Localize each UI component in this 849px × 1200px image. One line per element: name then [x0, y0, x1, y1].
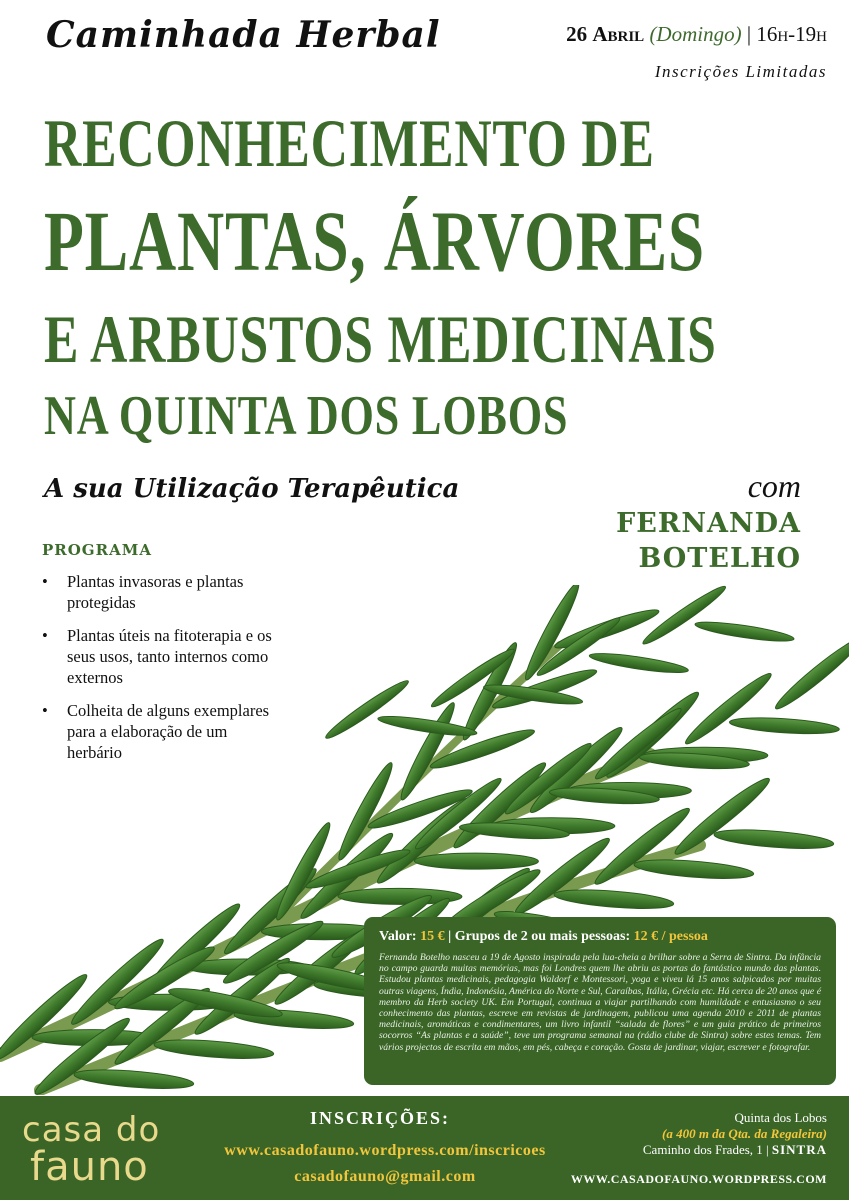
- rosemary-leaf: [694, 618, 795, 645]
- group-price-value: 12 € / pessoa: [633, 929, 708, 944]
- group-price-label: Grupos de 2 ou mais pessoas:: [454, 929, 631, 944]
- date-day: 26: [566, 22, 588, 46]
- programa-list: [42, 571, 272, 775]
- website-link[interactable]: WWW.CASADOFAUNO.WORDPRESS.COM: [570, 1172, 827, 1186]
- rosemary-leaf: [681, 668, 775, 748]
- date-month: Abril: [592, 22, 645, 46]
- event-title: Caminhada Herbal: [46, 14, 441, 56]
- address-line-2: (a 400 m da Qta. da Regaleira): [661, 1126, 827, 1141]
- inscricoes-title: INSCRIÇÕES:: [309, 1108, 451, 1128]
- date-weekday: (Domingo): [649, 22, 742, 46]
- programa-title: PROGRAMA: [42, 541, 152, 559]
- price-value: 15 €: [420, 929, 445, 944]
- rosemary-leaf: [73, 1067, 194, 1092]
- address-line-1: Quinta dos Lobos: [734, 1110, 827, 1125]
- date-separator: |: [746, 22, 752, 46]
- speaker-with: com: [747, 468, 801, 504]
- time-end: 19h: [795, 22, 827, 46]
- rosemary-leaf: [588, 650, 689, 677]
- headline-line-2: PLANTAS, ÁRVORES: [44, 193, 706, 289]
- rosemary-leaf: [553, 887, 674, 912]
- headline-line-1: RECONHECIMENTO DE: [44, 105, 655, 181]
- address-city: SINTRA: [771, 1142, 827, 1157]
- programa-item: • Plantas invasoras e plantas protegidas: [42, 571, 272, 613]
- programa-item: • Colheita de alguns exemplares para a elaboração de um herbário: [42, 700, 272, 763]
- rosemary-leaf: [713, 827, 834, 852]
- inscricoes-link[interactable]: www.casadofauno.wordpress.com/inscricoes: [224, 1142, 546, 1159]
- address-line-3: [643, 1142, 827, 1158]
- headline-line-3: E ARBUSTOS MEDICINAIS: [44, 301, 717, 377]
- logo-line-1: casa do: [22, 1110, 161, 1150]
- venue-address: [643, 1110, 827, 1158]
- time-start: 16h: [756, 22, 789, 46]
- rosemary-leaf: [633, 857, 754, 882]
- rosemary-leaf: [771, 633, 849, 713]
- price-line: [379, 929, 821, 945]
- rosemary-leaf: [322, 676, 411, 743]
- info-box: [364, 917, 836, 1085]
- speaker-name: [616, 506, 801, 576]
- speaker-last-name: BOTELHO: [638, 543, 801, 574]
- price-label: Valor:: [379, 929, 417, 944]
- contact-email[interactable]: casadofauno@gmail.com: [294, 1168, 476, 1185]
- speaker-first-name: FERNANDA: [616, 508, 801, 539]
- speaker-bio: Fernanda Botelho nasceu a 19 de Agosto inspirada pela lua-cheia a brilhar sobre a Serra de Sintra. Da infância no campo guarda muitas memórias, mas foi Londres quem lhe abriu as portas do fantástico mundo das plantas. Estudou plantas medicinais, pedagogia Waldorf e Montessori, yoga e viveu lá 15 anos salpicados por muitas outras viagens, Índia, Indonésia, América do Norte e Sul, Caraíbas, Itália, Grécia etc. Há cerca de 20 anos que é membro da Herb society UK. Em Portugal, continua a viajar partilhando com humildade e entusiasmo o seu conhecimento das plantas, escreve em revistas de jardinagem, publicou uma agenda 2010 e 2011 de plantas medicinais, aromáticas e condimentares, um livro infantil “salada de flores” e um guia prático de primeiros socorros “As plantas e a saúde”, teve um programa semanal na (rádio clube de Sintra) sobre estes temas. Tem vários projectos de escrita em mãos, em pés, cabeça e coração. Gosta de jardinar, viajar, escrever e fotografar.: [379, 952, 821, 1053]
- casa-do-fauno-logo: [22, 1110, 172, 1190]
- address-street: Caminho dos Frades, 1 |: [642, 1142, 769, 1157]
- limited-notice: Inscrições Limitadas: [654, 62, 827, 81]
- headline-line-4: NA QUINTA DOS LOBOS: [44, 385, 569, 447]
- footer: [0, 1096, 849, 1200]
- price-separator: |: [448, 929, 452, 944]
- event-date: 26 Abril (Domingo) | 16h-19h: [566, 22, 827, 46]
- rosemary-leaf: [414, 853, 538, 869]
- subtitle: A sua Utilização Terapêutica: [44, 474, 460, 504]
- rosemary-leaf: [153, 1037, 274, 1062]
- rosemary-leaf: [729, 715, 840, 736]
- rosemary-leaf: [377, 713, 478, 740]
- programa-item: • Plantas úteis na fitoterapia e os seus usos, tanto internos como externos: [42, 625, 272, 688]
- logo-line-2: fauno: [30, 1144, 149, 1190]
